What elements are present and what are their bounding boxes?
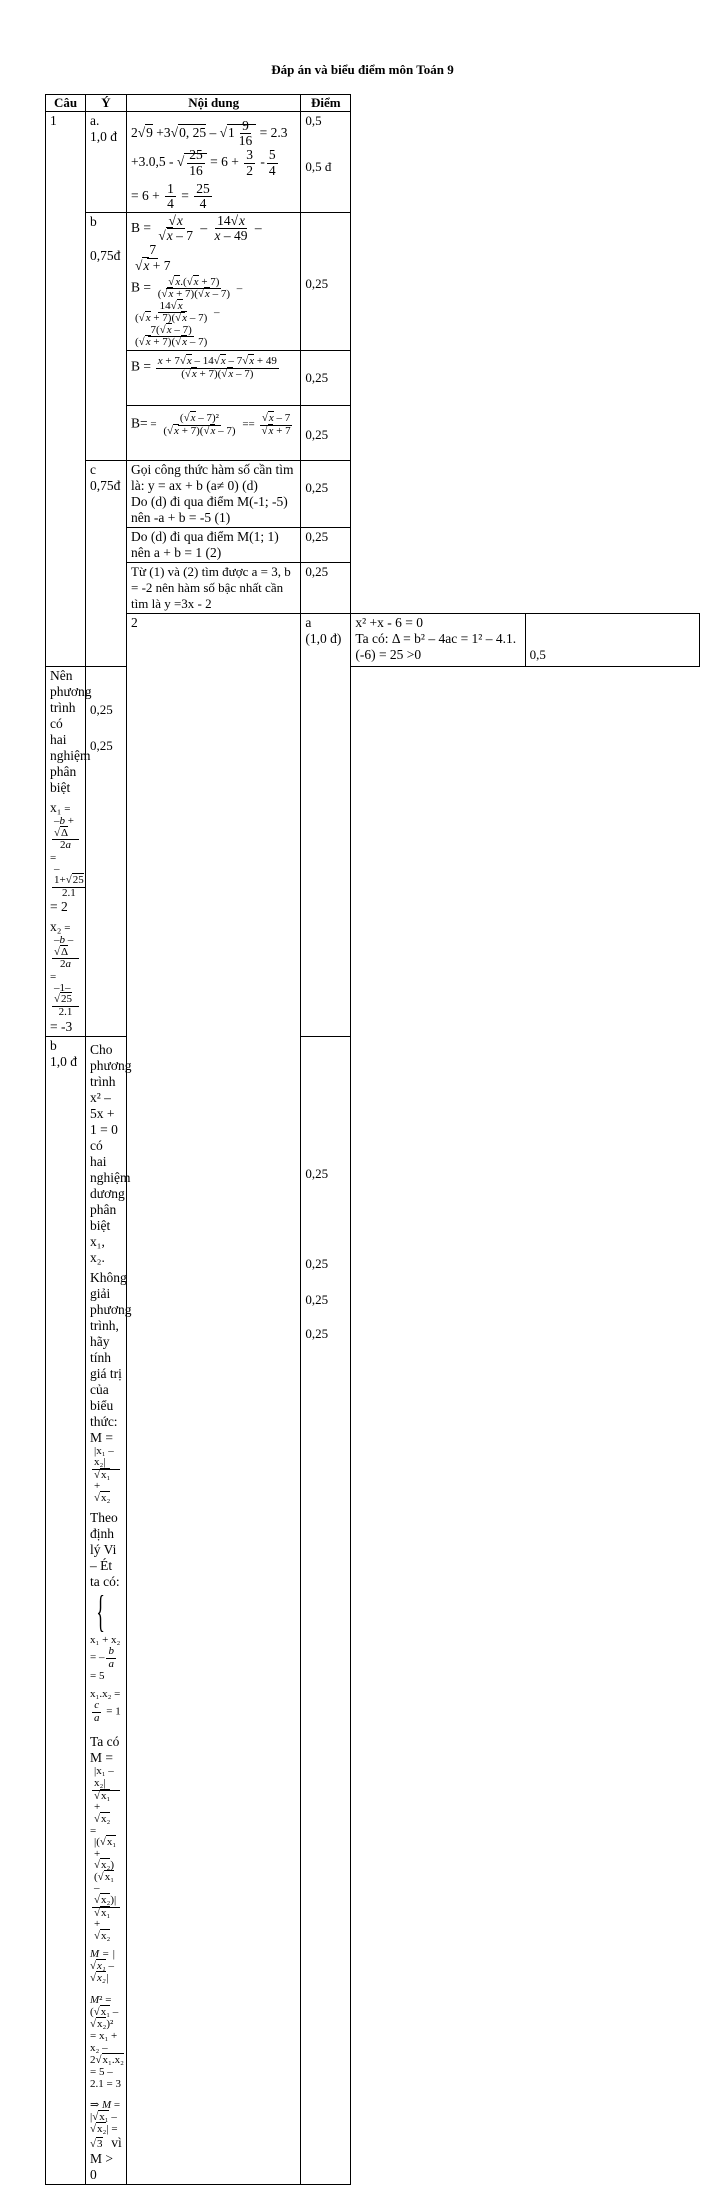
score-1c-1: 0,25	[301, 461, 351, 528]
formula-x1: x₁ = $\frac{-b + √\Delta}{2a}$ = $\frac{-1+√25}{2.1}$ = 2	[50, 800, 84, 915]
score-1a: 0,5 0,5 đ	[301, 112, 351, 213]
formula-1b-line1: B = $\frac{√x}{√x - 7}$ – $\frac{14√x}{x - 49}$ – $\frac{7}{√x + 7}$	[131, 213, 262, 273]
score-1c-3: 0,25	[301, 563, 351, 614]
formula-1a-line1: 2√9 +3√0, 25 – √1 $\frac{9}{16}$ = 2.3 +3.0,5 - √ $\frac{25}{16}$ = 6 + $\frac{3}{2}$ - $\frac{5}{4}$	[131, 118, 288, 178]
table-row	[46, 563, 700, 614]
formula-1b-line3: B = $\frac{x + 7√x - 14√x - 7√x + 49}{(√x + 7)(√x - 7)}$	[131, 355, 277, 380]
score-1b-1: 0,25	[301, 213, 351, 351]
score-2a-2: 0,25 0,25	[86, 667, 127, 1037]
score-1b-2: 0,25	[301, 351, 351, 406]
content-1b-2	[127, 351, 301, 406]
table-header	[46, 95, 700, 112]
formula-1b-line4: B= = $\frac{\text{(√x – 7)²}}{(√x + 7)(√x - 7)}$ == $\frac{√x - 7}{√x + 7}$	[131, 412, 291, 437]
y-1b: b 0,75đ	[86, 213, 127, 461]
table-row	[46, 213, 700, 351]
content-1a	[127, 112, 301, 213]
content-1c-3: Từ (1) và (2) tìm được a = 3, b = -2 nên hàm số bậc nhất cần tìm là y =3x - 2	[127, 563, 301, 614]
score-2a-1: 0,5	[525, 614, 699, 667]
content-2b: Cho phương trình x² – 5x + 1 = 0 có hai nghiệm dương phân biệt x₁, x₂. Không giải phương trình, hãy tính giá trị của biểu thức: M = $\frac{\text{|x₁ – x₂|}}{\text{√x₁ + √x₂}}$ Theo định lý Vi – Ét ta có: { x₁ + x₂ = – $\frac{b}{a}$ = 5 x₁.x₂ = $\frac{c}{a}$ = 1 Ta có M = $\frac{\text{|x₁ – x₂|}}{\text{√x₁ + √x₂}}$ = $\frac{\text{|(√x₁ + √x₂)(√x₁ – √x₂)|}}{\text{√x₁ + √x₂}}$ M = |√x₁ – √x₂| M² = (√x₁ – √x₂)² = x₁ + x₂ – 2√x₁.x₂ = 5 – 2.1 = 3 ⇒ M = |√x₁ – √x₂| = √3 vì M > 0	[86, 1036, 127, 2185]
formula-1b-line2: B = $\frac{√x.(√x + 7)}{(√x + 7)(√x - 7)}$ – $\frac{14√x}{(√x + 7)(√x - 7)}$ – $\frac{7(√x - 7)}{(√x + 7)(√x - 7)}$	[131, 275, 243, 349]
table-row	[46, 351, 700, 406]
formula-1a-line2: = 6 + $\frac{1}{4}$ = $\frac{25}{4}$	[131, 180, 210, 211]
answer-table	[45, 94, 700, 2185]
score-1c-2: 0,25	[301, 528, 351, 563]
content-1c-2: Do (d) đi qua điểm M(1; 1) nên a + b = 1 (2)	[127, 528, 301, 563]
table-row	[46, 112, 700, 213]
cau-2: 2	[127, 614, 301, 2185]
content-1c-1: Gọi công thức hàm số cần tìm là: y = ax + b (a≠ 0) (d) Do (d) đi qua điểm M(-1; -5) nên -a + b = -5 (1)	[127, 461, 301, 528]
score-2b: 0,25 0,25 0,25 0,25	[301, 1036, 351, 2185]
formula-M-final: ⇒ M = |√x₁ – √x₂| = √3 vì M > 0	[90, 2099, 122, 2183]
formula-M-abs: M = |√x₁ – √x₂|	[90, 1948, 116, 1985]
formula-M-rewrite: Ta có M = $\frac{\text{|x₁ – x₂|}}{\text{√x₁ + √x₂}}$ = $\frac{\text{|(√x₁ + √x₂)(√x₁ – √x₂)|}}{\text{√x₁ + √x₂}}$	[90, 1734, 120, 1942]
formula-M-squared: M² = (√x₁ – √x₂)² = x₁ + x₂ – 2√x₁.x₂ = 5 – 2.1 = 3	[90, 1994, 124, 2091]
table-row	[46, 406, 700, 461]
content-1b-1	[127, 213, 301, 351]
y-2a: a (1,0 đ)	[301, 614, 351, 1037]
y-2b: b 1,0 đ	[46, 1036, 86, 2185]
score-1b-3: 0,25	[301, 406, 351, 461]
content-1b-3	[127, 406, 301, 461]
table-row	[46, 528, 700, 563]
cau-1: 1	[46, 112, 86, 667]
y-1a: a. 1,0 đ	[86, 112, 127, 213]
content-2a-1: x² +x - 6 = 0 Ta có: Δ = b² – 4ac = 1² – 4.1.(-6) = 25 >0	[351, 614, 525, 667]
header-diem: Điểm	[301, 95, 351, 112]
header-cau: Câu	[46, 95, 86, 112]
table-row	[46, 614, 700, 667]
formula-viet: Theo định lý Vi – Ét ta có: { x₁ + x₂ = – $\frac{b}{a}$ = 5 x₁.x₂ = $\frac{c}{a}$ = 1	[90, 1510, 121, 1724]
y-1c: c 0,75đ	[86, 461, 127, 667]
formula-M-def: Không giải phương trình, hãy tính giá trị của biểu thức: M = $\frac{\text{|x₁ – x₂|}}{\text{√x₁ + √x₂}}$	[90, 1269, 132, 1504]
content-2a-2: Nên phương trình có hai nghiệm phân biệt x₁ = $\frac{-b + √\Delta}{2a}$ = $\frac{-1+√25}{2.1}$ = 2 x₂ = $\frac{-b - √\Delta}{2a}$ = $\frac{-1-√25}{2.1}$ = -3	[46, 667, 86, 1037]
table-row	[46, 461, 700, 528]
formula-x2: x₂ = $\frac{-b - √\Delta}{2a}$ = $\frac{-1-√25}{2.1}$ = -3	[50, 919, 81, 1034]
header-y: Ý	[86, 95, 127, 112]
page-title: Đáp án và biểu điểm môn Toán 9	[271, 62, 454, 77]
header-noi-dung: Nội dung	[127, 95, 301, 112]
